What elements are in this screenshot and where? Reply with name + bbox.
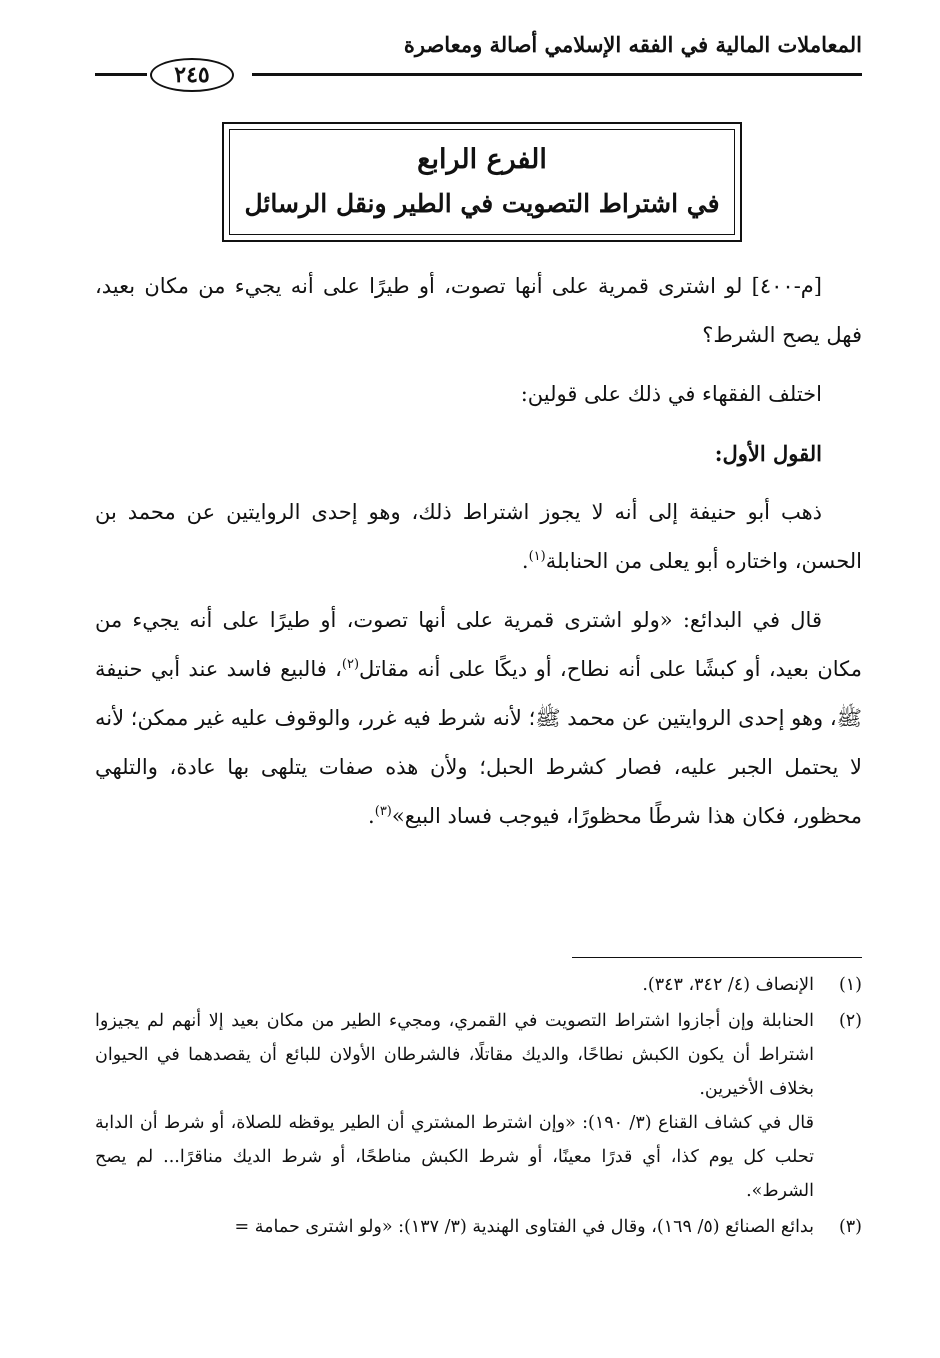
footnote-text [95, 968, 814, 1002]
footnote-1 [95, 968, 862, 1002]
header-rule-left [95, 73, 147, 76]
main-text [95, 262, 862, 841]
quote-part-2: ، فالبيع فاسد عند أبي حنيفة ﷺ، وهو إحدى الروايتين عن محمد ﷺ؛ لأنه شرط فيه غرر، والوقوف عليه غير ممكن؛ لأنه لا يحتمل الجبر عليه، فصار كشرط الحبل؛ ولأن هذه صفات يتلهى بها عادة، والتلهي محظور، فكان هذا شرطًا محظورًا، فيوجب فساد البيع» [95, 657, 862, 828]
footnote-text [95, 1004, 814, 1208]
footnotes [95, 966, 862, 1244]
quote-end: . [368, 804, 375, 828]
section-title-box [222, 122, 742, 242]
first-opinion-paragraph [95, 488, 862, 586]
footnote-number: (٢) [838, 1011, 862, 1031]
footnote-3 [95, 1210, 862, 1244]
first-opinion-text: ذهب أبو حنيفة إلى أنه لا يجوز اشتراط ذلك، وهو إحدى الروايتين عن محمد بن الحسن، واختاره أبو يعلى من الحنابلة [95, 500, 862, 573]
section-subtitle: في اشتراط التصويت في الطير ونقل الرسائل [244, 189, 720, 218]
footnote-paragraph: بدائع الصنائع (٥/ ١٦٩)، وقال في الفتاوى الهندية (٣/ ١٣٧): «ولو اشترى حمامة = [234, 1217, 814, 1237]
section-title-inner-frame [229, 129, 735, 235]
quote-paragraph [95, 596, 862, 841]
running-header: المعاملات المالية في الفقه الإسلامي أصالة ومعاصرة [403, 32, 862, 57]
quote-part-1: قال في البدائع: «ولو اشترى قمرية على أنها تصوت، أو طيرًا على أنه يجيء من مكان بعيد، أو كبشًا على أنه نطاح، أو ديكًا على أنه مقاتل [95, 608, 862, 681]
footnote-separator [572, 957, 862, 958]
page-number: ٢٤٥ [150, 58, 234, 92]
footnote-paragraph: الحنابلة وإن أجازوا اشتراط التصويت في القمري، ومجيء الطير من مكان بعيد إلا أنهم لم يجيزوا اشتراط أن يكون الكبش نطاحًا، والديك مقاتلًا، فالشرطان الأولان للبائع أن يقصدهما في الحيوان بخلاف الأخيرين. [95, 1011, 814, 1099]
footnote-paragraph: الإنصاف (٤/ ٣٤٢، ٣٤٣). [642, 975, 814, 995]
first-opinion-end: . [521, 549, 529, 573]
footnote-ref-3: (٣) [374, 804, 392, 819]
header-rule [252, 73, 862, 76]
section-title: الفرع الرابع [417, 144, 547, 175]
footnote-number: (٣) [838, 1217, 862, 1237]
footnote-ref-1: (١) [528, 549, 546, 564]
intro-paragraph: اختلف الفقهاء في ذلك على قولين: [520, 382, 822, 406]
footnote-paragraph: قال في كشاف القناع (٣/ ١٩٠): «وإن اشترط المشتري أن الطير يوقظه للصلاة، أو شرط أن الدابة تحلب كل يوم كذا، أي قدرًا معينًا، أو شرط الكبش مناطحًا، أو شرط الديك مناقرًا... لم يصح الشرط». [95, 1113, 814, 1201]
footnote-2 [95, 1004, 862, 1208]
footnote-ref-2: (٢) [341, 657, 360, 672]
footnote-number: (١) [838, 975, 862, 995]
footnote-text [95, 1210, 814, 1244]
question-paragraph: [م-٤٠٠] لو اشترى قمرية على أنها تصوت، أو طيرًا على أنه يجيء من مكان بعيد، فهل يصح الشرط؟ [95, 274, 862, 347]
first-opinion-heading: القول الأول: [714, 441, 822, 466]
